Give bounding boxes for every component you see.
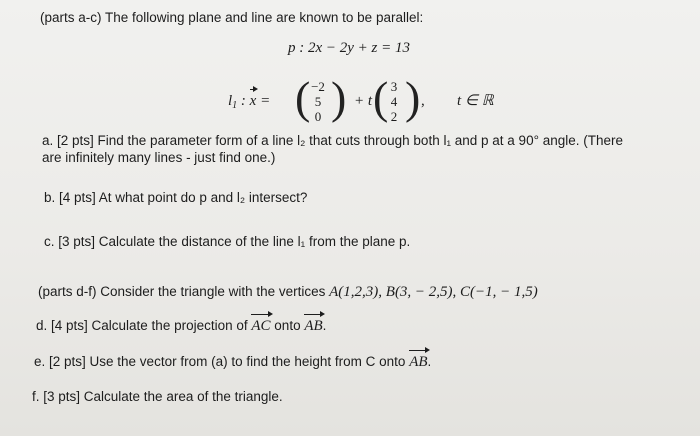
question-c: c. [3 pts] Calculate the distance of the line l₁ from the plane p.	[44, 234, 411, 249]
question-f: f. [3 pts] Calculate the area of the triangle.	[32, 389, 283, 404]
vector-ac: AC	[251, 318, 271, 334]
d-text: d. [4 pts] Calculate the projection of	[36, 318, 252, 333]
line-label-subscript: 1	[232, 100, 238, 111]
question-a-line2: are infinitely many lines - just find one.)	[42, 150, 276, 165]
vector-ab: AB	[304, 318, 323, 334]
vec1-entry: −2	[311, 79, 325, 94]
vec1-left-paren: (	[295, 72, 311, 123]
vec2-right-paren: )	[405, 72, 421, 123]
question-a-line1: a. [2 pts] Find the parameter form of a line l₂ that cuts through both l₁ and p at a 90° angle. (There	[42, 133, 624, 148]
plane-equation: p : 2x − 2y + z = 13	[288, 40, 411, 56]
line-label-letter: l	[228, 93, 233, 109]
param-t: t	[367, 93, 373, 109]
question-b: b. [4 pts] At what point do p and l₂ intersect?	[44, 190, 308, 205]
plus-t: + t	[354, 93, 373, 109]
comma: ,	[421, 93, 425, 109]
d-onto: onto	[270, 318, 305, 333]
vec2-left-paren: (	[373, 72, 389, 123]
vec2-entry: 4	[390, 94, 398, 109]
vector-1	[307, 79, 329, 124]
vec1-entry: 0	[314, 109, 322, 124]
vec2-entry: 3	[390, 79, 398, 94]
e-text: e. [2 pts] Use the vector from (a) to find the height from C onto	[34, 354, 410, 369]
x-vector: x	[249, 93, 257, 109]
vec1-right-paren: )	[331, 72, 347, 123]
line-label: $l_1$ : x =	[228, 93, 271, 111]
vector-2	[385, 79, 403, 124]
vector-ab: AB	[409, 354, 428, 370]
vec2-entry: 2	[390, 109, 398, 124]
intro-parts-a-c: (parts a-c) The following plane and line are known to be parallel:	[40, 10, 424, 25]
param-domain: t ∈ ℝ	[457, 93, 494, 109]
triangle-vertices: A(1,2,3), B(3, − 2,5), C(−1, − 1,5)	[329, 284, 538, 300]
intro2-text: (parts d-f) Consider the triangle with the vertices	[38, 284, 330, 299]
question-d	[36, 318, 326, 334]
e-end: .	[427, 354, 432, 369]
d-end: .	[322, 318, 327, 333]
intro-parts-d-f	[38, 284, 538, 300]
vec1-entry: 5	[314, 94, 322, 109]
question-e	[34, 354, 431, 370]
